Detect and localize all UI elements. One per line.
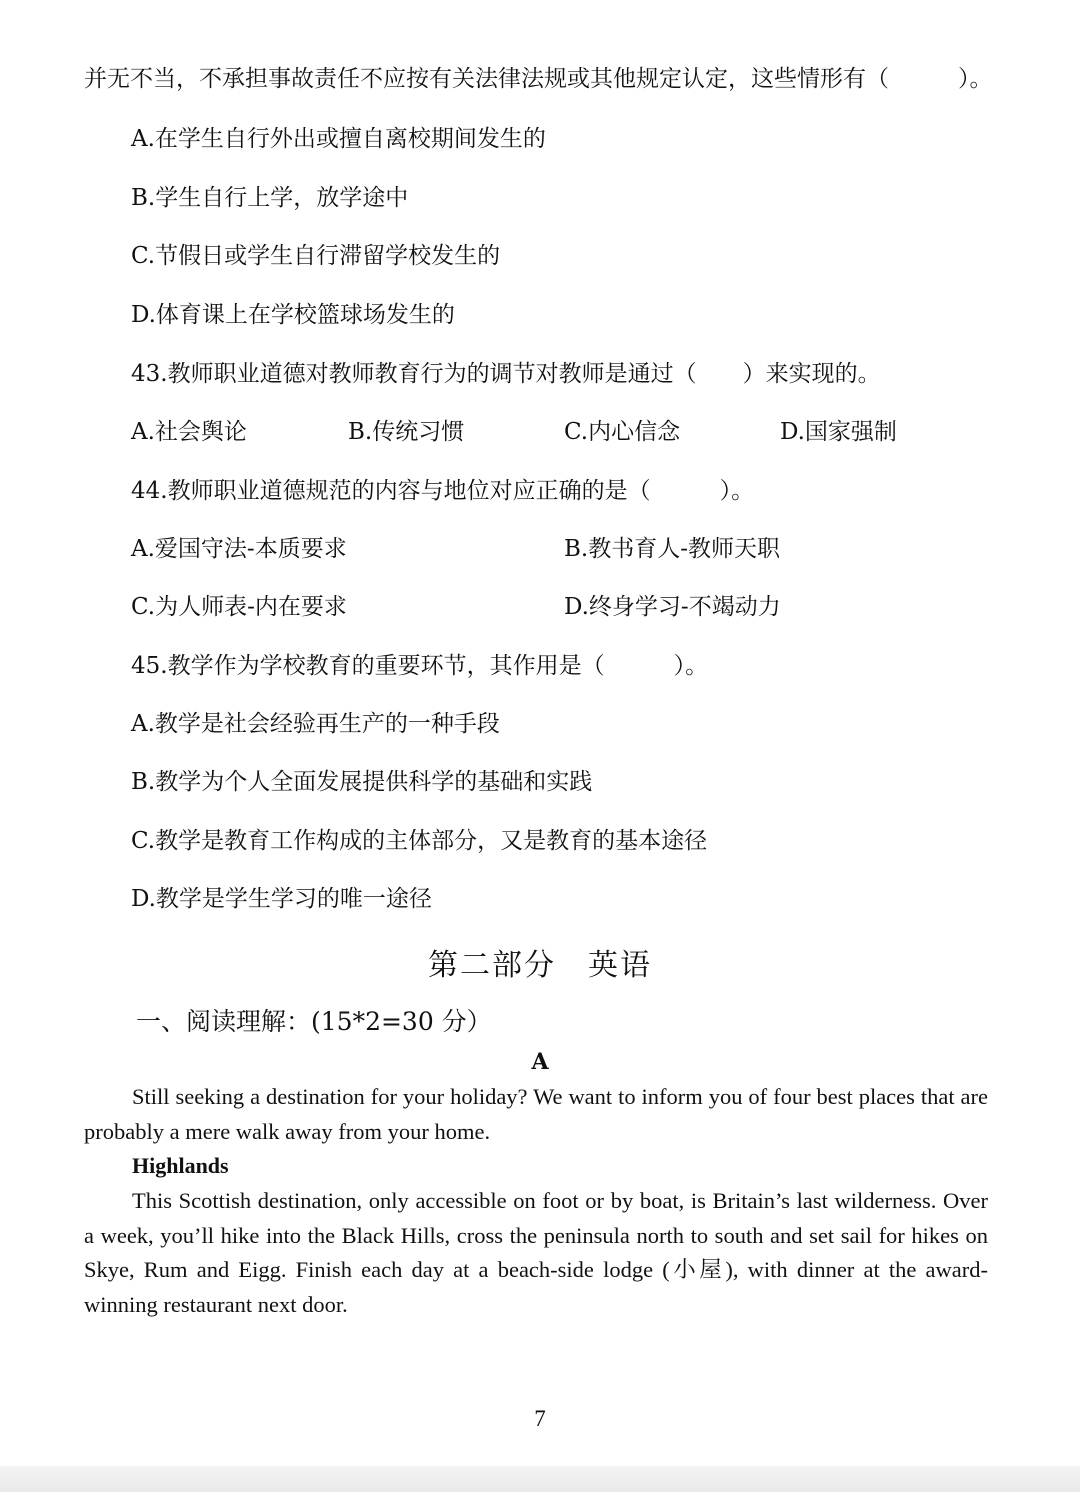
q45-option-b: B.教学为个人全面发展提供科学的基础和实践 <box>131 769 593 795</box>
q45-option-a: A.教学是社会经验再生产的一种手段 <box>131 711 500 737</box>
q43-stem: 43.教师职业道德对教师教育行为的调节对教师是通过（ ）来实现的。 <box>131 361 881 387</box>
q43-option-b: B.传统习惯 <box>348 419 465 445</box>
q45-option-d: D.教学是学生学习的唯一途径 <box>131 886 432 912</box>
passage-subhead: Highlands <box>132 1153 229 1178</box>
passage-highlands: This Scottish destination, only accessible on foot or by boat, is Britain’s last wilderness. Over a week, you’ll hike into the Black Hills, cross the peninsula north to south and set sail for hikes on Skye, Rum and Eigg. Finish each day at a beach-side lodge (小屋), with dinner at the award-winning restaurant next door. <box>84 1188 988 1317</box>
q42-option-c: C.节假日或学生自行滞留学校发生的 <box>131 243 501 269</box>
passage-letter: A <box>531 1049 549 1075</box>
section-title: 第二部分 英语 <box>428 948 652 983</box>
q42-option-d: D.体育课上在学校篮球场发生的 <box>131 302 455 328</box>
q43-option-d: D.国家强制 <box>780 419 897 445</box>
q45-stem: 45.教学作为学校教育的重要环节，其作用是（ ）。 <box>131 653 709 679</box>
passage-intro: Still seeking a destination for your holiday? We want to inform you of four best places that are probably a mere walk away from your home. <box>84 1084 988 1144</box>
q44-option-c: C.为人师表-内在要求 <box>131 594 347 620</box>
reading-heading: 一、阅读理解：(15*2=30 分） <box>136 1007 492 1036</box>
q44-stem: 44.教师职业道德规范的内容与地位对应正确的是（ ）。 <box>131 478 755 504</box>
q43-option-a: A.社会舆论 <box>131 419 247 445</box>
q42-stem-continuation: 并无不当，不承担事故责任不应按有关法律法规或其他规定认定，这些情形有（ ）。 <box>84 66 993 92</box>
scan-bottom-edge <box>0 1466 1080 1492</box>
q44-option-d: D.终身学习-不竭动力 <box>564 594 781 620</box>
q42-option-a: A.在学生自行外出或擅自离校期间发生的 <box>131 126 546 152</box>
q44-option-a: A.爱国守法-本质要求 <box>131 536 347 562</box>
q42-option-b: B.学生自行上学，放学途中 <box>131 185 409 211</box>
page-number: 7 <box>534 1406 546 1431</box>
q44-option-b: B.教书育人-教师天职 <box>564 536 780 562</box>
q43-option-c: C.内心信念 <box>564 419 681 445</box>
q45-option-c: C.教学是教育工作构成的主体部分，又是教育的基本途径 <box>131 828 708 854</box>
